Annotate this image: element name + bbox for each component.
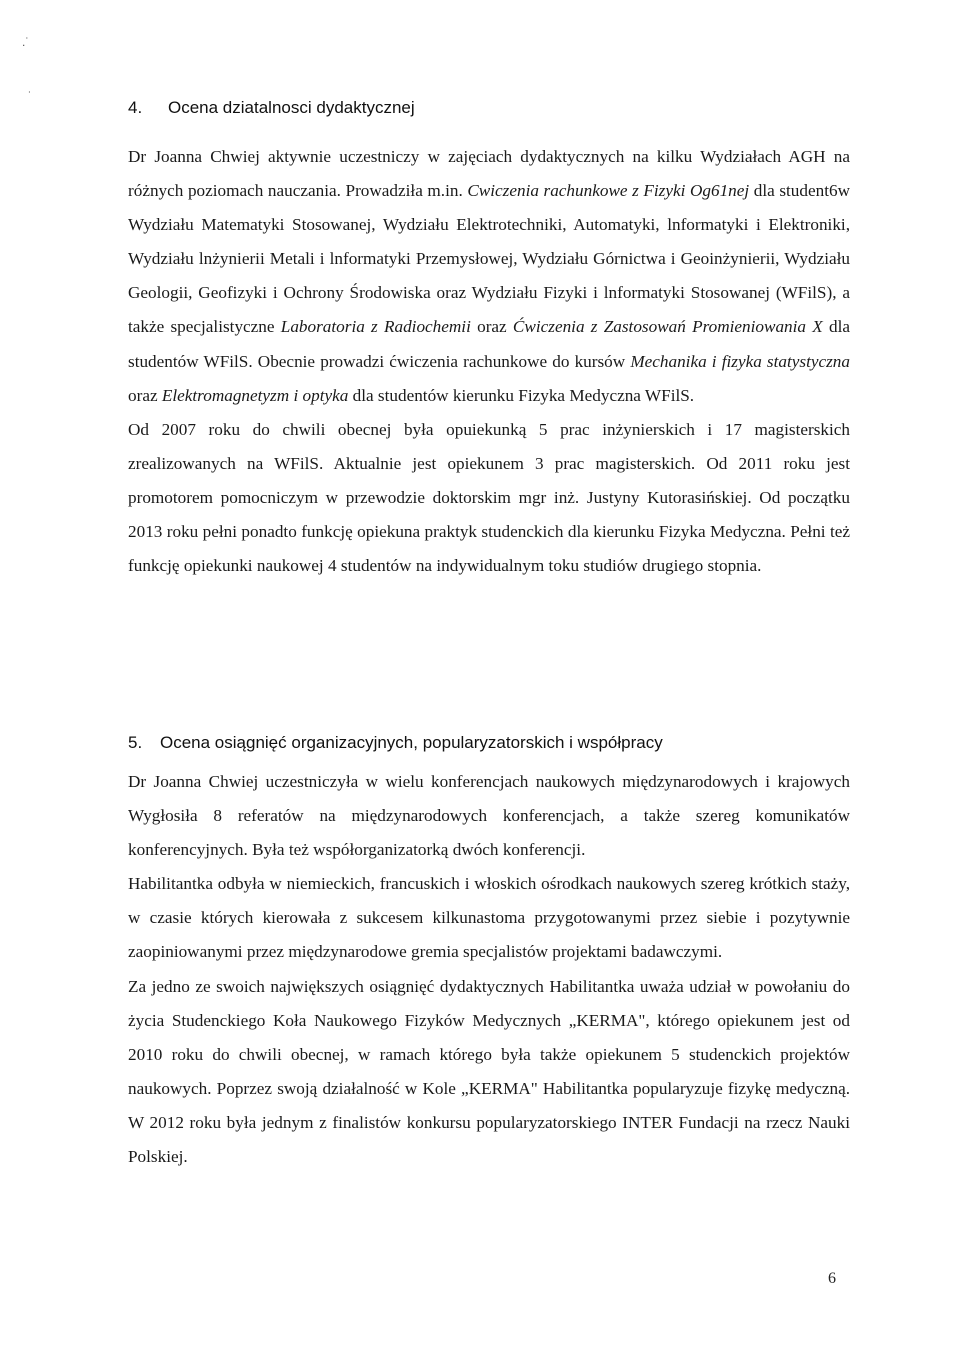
section-5-paragraph-2: Habilitantka odbyła w niemieckich, francuskich i włoskich ośrodkach naukowych szereg krótkich staży, w czasie których kierowała z sukcesem kilkunastoma przygotowanymi przez siebie i pozytywnie zaopiniowanymi przez międzynarodowe gremia specjalistów projektami badawczymi. [128,874,850,962]
section-5-paragraph-1: Dr Joanna Chwiej uczestniczyła w wielu konferencjach naukowych międzynarodowych i krajowych Wygłosiła 8 referatów na międzynarodowych konferencjach, a także szereg komunikatów konferencyjnych. Była też współorganizatorką dwóch konferencji. [128,772,850,860]
section-4-paragraph-2: Od 2007 roku do chwili obecnej była opuiekunką 5 prac inżynierskich i 17 magisterskich zrealizowanych na WFilS. Aktualnie jest opiekunem 3 prac magisterskich. Od 2011 roku jest promotorem pomocniczym w przewodzie doktorskim mgr inż. Justyny Kutorasińskiej. Od początku 2013 roku pełni ponadto funkcję opiekuna praktyk studenckich dla kierunku Fizyka Medyczna. Pełni też funkcję opiekunki naukowej 4 studentów na indywidualnym toku studiów drugiego stopnia. [128,419,850,576]
section-4-body [128,140,850,583]
course-title: Ćwiczenia z Zastosowań Promieniowania X [512,317,823,337]
text-run: dla student6w Wydziału Matematyki Stosowanej, Wydziału Elektrotechniki, Automatyki, lnformatyki i Elektroniki, Wydziału lnżynierii Metali i lnformatyki Przemysłowej, Wydziału Górnictwa i Geoinżynierii, Wydziału Geologii, Geofizyki i Ochrony Środowiska oraz Wydziału Fizyki i lnformatyki Stosowanej (WFilS), a także specjalistyczne [128,181,850,337]
course-title: Mechanika i fizyka statystyczna [630,351,850,371]
section-5-title: Ocena osiągnięć organizacyjnych, popularyzatorskich i współpracy [160,733,663,752]
text-run: Dr Joanna Chwiej aktywnie uczestniczy w zajęciach dydaktycznych na kilku Wydziałach AGH na różnych poziomach nauczania. Prowadziła m.in. [128,147,850,201]
text-run: oraz [128,385,162,405]
scan-speck: ˙ [28,89,32,103]
section-5-body [128,765,850,1174]
course-title: Elektromagnetyzm i optyka [161,385,349,405]
section-4-number: 4. [128,98,143,117]
course-title: Laboratoria z Radiochemii [280,317,471,337]
section-5-number: 5. [128,733,143,752]
page-number: 6 [828,1270,836,1287]
text-run: dla studentów WFilS. Obecnie prowadzi ćwiczenia rachunkowe do kursów [128,317,851,371]
section-5 [128,731,850,1174]
section-4 [128,96,850,583]
section-4-paragraph-1 [128,140,850,413]
section-4-heading [128,96,850,120]
section-5-paragraph-3: Za jedno ze swoich największych osiągnięć dydaktycznych Habilitantka uważa udział w powołaniu do życia Studenckiego Koła Naukowego Fizyków Medycznych „KERMA", którego opiekunem jest od 2010 roku do chwili obecnej, w ramach którego była także opiekunem 5 studenckich projektów naukowych. Poprzez swoją działalność w Kole „KERMA" Habilitantka popularyzuje fizykę medyczną. W 2012 roku była jednym z finalistów konkursu popularyzatorskiego INTER Fundacji na rzecz Nauki Polskiej. [128,976,850,1167]
text-run: dla studentów kierunku Fizyka Medyczna WFilS. [348,385,695,405]
course-title: Cwiczenia rachunkowe z Fizyki Og61nej [467,181,750,201]
section-4-title: Ocena dziatalnosci dydaktycznej [168,98,415,117]
section-5-heading [128,731,850,755]
text-run: oraz [470,317,513,337]
scan-speck: .˙ [22,35,30,49]
